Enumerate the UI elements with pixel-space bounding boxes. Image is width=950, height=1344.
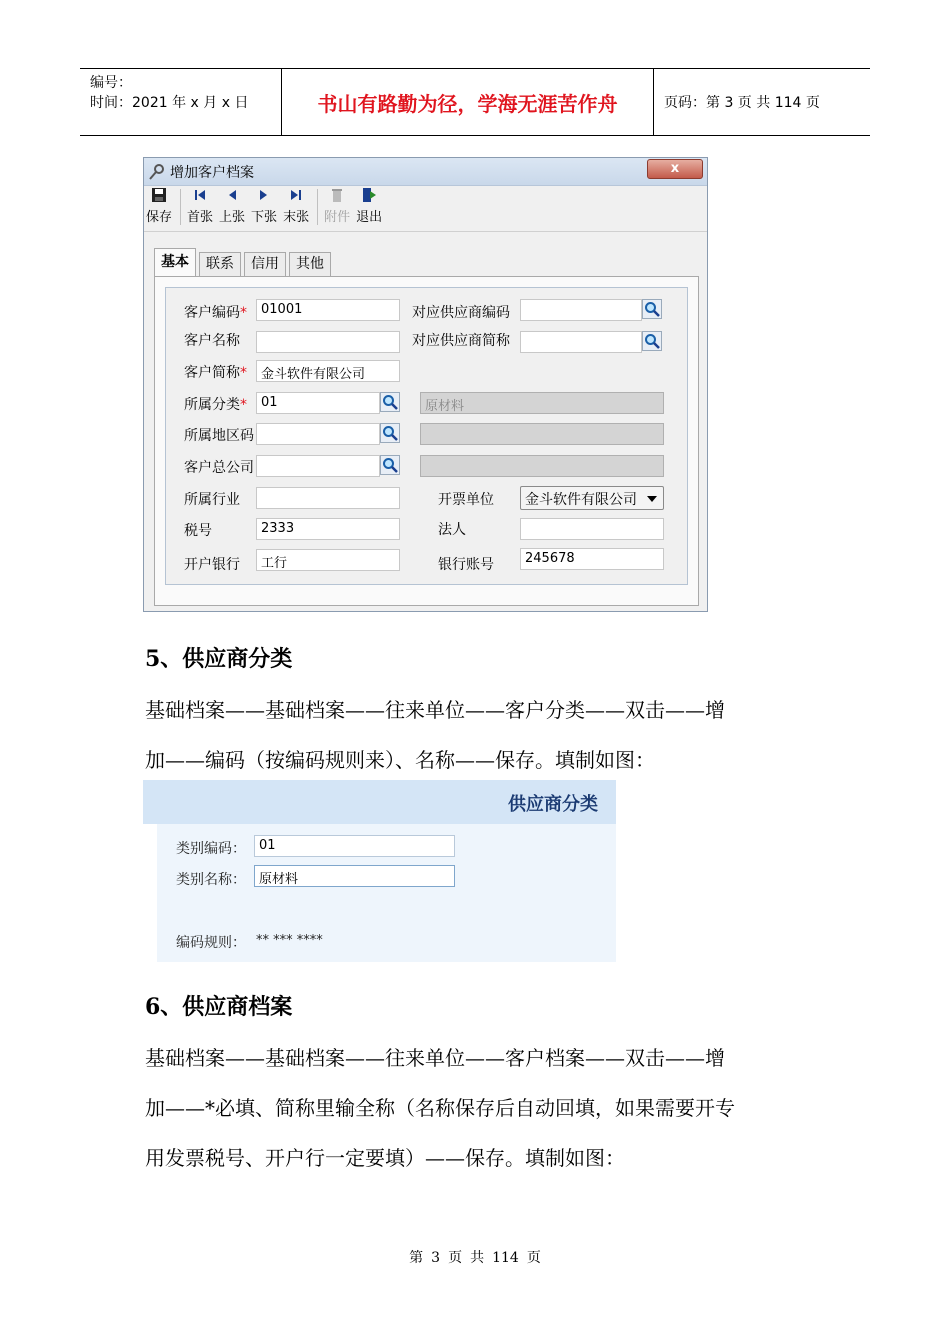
invoice-unit-select[interactable] bbox=[520, 486, 664, 510]
category-field[interactable]: 01 bbox=[256, 392, 380, 414]
customer-code-field[interactable]: 01001 bbox=[256, 299, 400, 321]
search-icon[interactable] bbox=[380, 423, 400, 443]
footer-pre: 第 bbox=[409, 1250, 424, 1266]
footer-page-number: 3 bbox=[431, 1250, 441, 1266]
category-name-label: 类别名称： bbox=[176, 872, 246, 888]
bank-label: 开户银行 bbox=[184, 557, 240, 573]
footer-total-pages: 114 bbox=[492, 1250, 519, 1266]
customer-name-label: 客户名称 bbox=[184, 333, 240, 349]
add-customer-window bbox=[143, 157, 708, 612]
supplier-code-label: 对应供应商编码 bbox=[412, 305, 510, 321]
panel-title: 供应商分类 bbox=[508, 794, 598, 815]
bank-field[interactable]: 工行 bbox=[256, 549, 400, 571]
header-meta bbox=[80, 69, 282, 135]
footer-total-prefix: 共 bbox=[470, 1250, 485, 1266]
attachment-icon bbox=[329, 187, 345, 203]
region-desc-field bbox=[420, 423, 664, 445]
tab-credit[interactable]: 信用 bbox=[244, 252, 286, 276]
save-label: 保存 bbox=[146, 210, 173, 225]
header-page-info: 页码：第 3 页 共 114 页 bbox=[664, 95, 820, 111]
region-field[interactable] bbox=[256, 423, 380, 445]
head-office-desc-field bbox=[420, 455, 664, 477]
last-icon bbox=[288, 187, 304, 203]
attachment-button[interactable] bbox=[324, 187, 350, 225]
toolbar-separator bbox=[317, 189, 318, 225]
panel-header bbox=[143, 780, 616, 824]
time-label: 时间：2021 年 x 月 x 日 bbox=[90, 95, 249, 111]
panel-margin bbox=[143, 824, 157, 962]
coding-rule-label: 编码规则： bbox=[176, 935, 246, 951]
invoice-unit-label: 开票单位 bbox=[438, 492, 494, 508]
supplier-short-field[interactable] bbox=[520, 331, 642, 353]
category-label: 所属分类* bbox=[184, 397, 247, 413]
window-title: 增加客户档案 bbox=[170, 164, 254, 181]
toolbar-separator bbox=[180, 189, 181, 225]
category-name-field[interactable]: 原材料 bbox=[254, 865, 455, 887]
save-icon bbox=[151, 187, 167, 203]
tab-bar bbox=[154, 248, 334, 276]
coding-rule-value: ** *** **** bbox=[256, 933, 323, 948]
page-header bbox=[80, 68, 870, 136]
industry-field[interactable] bbox=[256, 487, 400, 509]
next-label: 下张 bbox=[251, 210, 278, 225]
tab-other[interactable]: 其他 bbox=[289, 252, 331, 276]
section-6-heading: 6、供应商档案 bbox=[145, 994, 293, 1020]
category-code-field[interactable]: 01 bbox=[254, 835, 455, 857]
tab-panel bbox=[154, 276, 699, 606]
prev-label: 上张 bbox=[219, 210, 246, 225]
section-5-line-1: 基础档案——基础档案——往来单位——客户分类——双击——增 bbox=[145, 698, 725, 722]
exit-icon bbox=[361, 187, 377, 203]
section-5-heading: 5、供应商分类 bbox=[145, 646, 293, 672]
header-motto: 书山有路勤为径，学海无涯苦作舟 bbox=[282, 69, 654, 135]
customer-short-label: 客户简称* bbox=[184, 365, 247, 381]
section-6-line-3: 用发票税号、开户行一定要填）——保存。填制如图： bbox=[145, 1146, 625, 1170]
customer-name-field[interactable] bbox=[256, 331, 400, 353]
supplier-category-panel bbox=[143, 780, 616, 962]
tab-contact[interactable]: 联系 bbox=[199, 252, 241, 276]
chevron-down-icon bbox=[647, 496, 657, 502]
exit-button[interactable] bbox=[356, 187, 382, 225]
search-icon[interactable] bbox=[642, 331, 662, 351]
supplier-short-label: 对应供应商简称 bbox=[412, 333, 510, 349]
first-label: 首张 bbox=[187, 210, 214, 225]
supplier-code-field[interactable] bbox=[520, 299, 642, 321]
legal-person-field[interactable] bbox=[520, 518, 664, 540]
tax-no-label: 税号 bbox=[184, 523, 212, 539]
industry-label: 所属行业 bbox=[184, 492, 240, 508]
tab-basic[interactable]: 基本 bbox=[154, 248, 196, 276]
invoice-unit-value: 金斗软件有限公司 bbox=[525, 492, 637, 508]
save-button[interactable] bbox=[146, 187, 172, 225]
bank-account-field[interactable]: 245678 bbox=[520, 548, 664, 570]
legal-person-label: 法人 bbox=[438, 522, 466, 538]
prev-icon bbox=[224, 187, 240, 203]
first-button[interactable] bbox=[187, 187, 213, 225]
category-code-label: 类别编码： bbox=[176, 841, 246, 857]
category-desc-field: 原材料 bbox=[420, 392, 664, 414]
page-footer bbox=[0, 1247, 950, 1267]
key-icon bbox=[148, 163, 166, 181]
last-label: 末张 bbox=[283, 210, 310, 225]
number-label: 编号： bbox=[90, 75, 132, 91]
search-icon[interactable] bbox=[380, 455, 400, 475]
bank-account-label: 银行账号 bbox=[438, 557, 494, 573]
attachment-label: 附件 bbox=[324, 210, 351, 225]
window-titlebar bbox=[144, 158, 707, 186]
next-icon bbox=[256, 187, 272, 203]
section-5-line-2: 加——编码（按编码规则来）、名称——保存。填制如图： bbox=[145, 748, 655, 772]
first-icon bbox=[192, 187, 208, 203]
next-button[interactable] bbox=[251, 187, 277, 225]
section-6-line-2: 加——*必填、简称里输全称（名称保存后自动回填，如果需要开专 bbox=[145, 1096, 735, 1120]
footer-mid: 页 bbox=[448, 1250, 463, 1266]
close-button[interactable]: x bbox=[647, 159, 703, 179]
search-icon[interactable] bbox=[642, 299, 662, 319]
search-icon[interactable] bbox=[380, 392, 400, 412]
footer-post: 页 bbox=[526, 1250, 541, 1266]
customer-code-label: 客户编码* bbox=[184, 305, 247, 321]
exit-label: 退出 bbox=[356, 210, 383, 225]
toolbar bbox=[144, 186, 707, 232]
region-label: 所属地区码 bbox=[184, 428, 254, 444]
customer-short-field[interactable]: 金斗软件有限公司 bbox=[256, 360, 400, 382]
form-area bbox=[165, 287, 688, 585]
head-office-label: 客户总公司 bbox=[184, 460, 254, 476]
head-office-field[interactable] bbox=[256, 455, 380, 477]
section-6-line-1: 基础档案——基础档案——往来单位——客户档案——双击——增 bbox=[145, 1046, 725, 1070]
last-button[interactable] bbox=[283, 187, 309, 225]
prev-button[interactable] bbox=[219, 187, 245, 225]
tax-no-field[interactable]: 2333 bbox=[256, 518, 400, 540]
